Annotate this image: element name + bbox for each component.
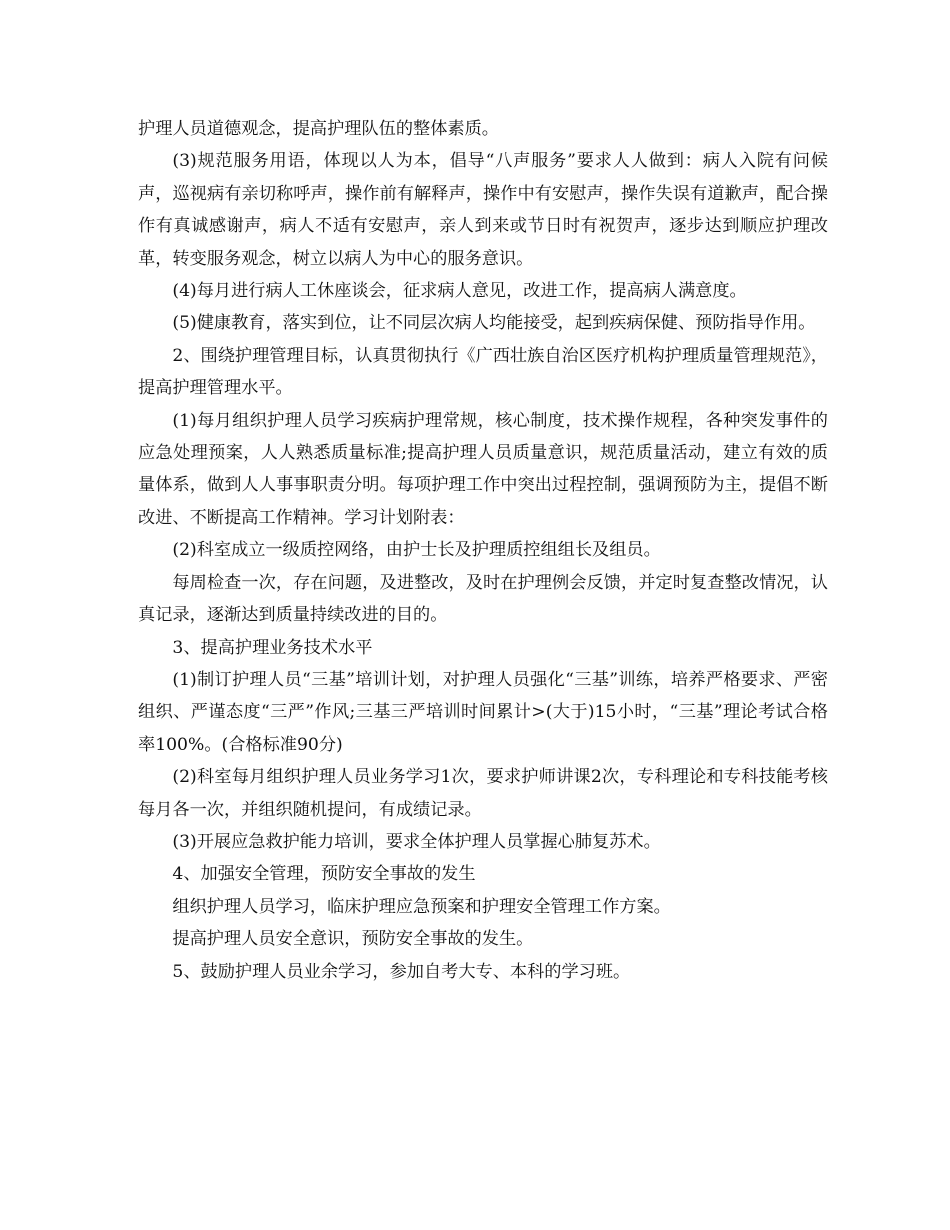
paragraph-health-education: (5)健康教育，落实到位，让不同层次病人均能接受，起到疾病保健、预防指导作用。 [172,313,816,334]
section-heading-5: 5、鼓励护理人员业余学习，参加自考大专、本科的学习班。 [172,961,631,982]
paragraph-three-basics-training: (1)制订护理人员“三基”培训计划，对护理人员强化“三基”训练，培养严格要求、严密组织、严谨态度“三严”作风;三基三严培训时间累计>(大于)15小时，“三基”理论考试合格率100%。(合格标准90分) [138,669,828,755]
document-body [138,113,828,988]
section-heading-2: 2、围绕护理管理目标，认真贯彻执行《广西壮族自治区医疗机构护理质量管理规范》，提高护理管理水平。 [138,345,828,399]
paragraph-cpr-training: (3)开展应急救护能力培训，要求全体护理人员掌握心肺复苏术。 [172,831,661,852]
section-heading-4: 4、加强安全管理，预防安全事故的发生 [172,864,476,885]
paragraph-monthly-study: (1)每月组织护理人员学习疾病护理常规，核心制度，技术操作规程，各种突发事件的应急处理预案，人人熟悉质量标准;提高护理人员质量意识，规范质量活动，建立有效的质量体系，做到人人事事职责分明。每项护理工作中突出过程控制，强调预防为主，提倡不断改进、不断提高工作精神。学习计划附表： [138,410,828,528]
paragraph-patient-forum: (4)每月进行病人工休座谈会，征求病人意见，改进工作，提高病人满意度。 [172,281,747,302]
paragraph-business-study: (2)科室每月组织护理人员业务学习1次，要求护师讲课2次，专科理论和专科技能考核每月各一次，并组织随机提问，有成绩记录。 [138,767,828,820]
paragraph-eight-voices-service: (3)规范服务用语，体现以人为本，倡导“八声服务”要求人人做到：病人入院有问候声，巡视病有亲切称呼声，操作前有解释声，操作中有安慰声，操作失误有道歉声，配合操作有真诚感谢声，病人不适有安慰声，亲人到来或节日时有祝贺声，逐步达到顺应护理改革，转变服务观念，树立以病人为中心的服务意识。 [138,151,828,269]
section-heading-3: 3、提高护理业务技术水平 [172,637,373,658]
paragraph-safety-awareness: 提高护理人员安全意识，预防安全事故的发生。 [172,929,534,950]
paragraph-quality-network: (2)科室成立一级质控网络，由护士长及护理质控组组长及组员。 [172,540,661,561]
paragraph-weekly-inspection: 每周检查一次，存在问题，及进整改，及时在护理例会反馈，并定时复查整改情况，认真记录，逐渐达到质量持续改进的目的。 [138,572,828,626]
paragraph-continuation: 护理人员道德观念，提高护理队伍的整体素质。 [138,119,499,139]
paragraph-emergency-plan: 组织护理人员学习，临床护理应急预案和护理安全管理工作方案。 [172,896,671,917]
